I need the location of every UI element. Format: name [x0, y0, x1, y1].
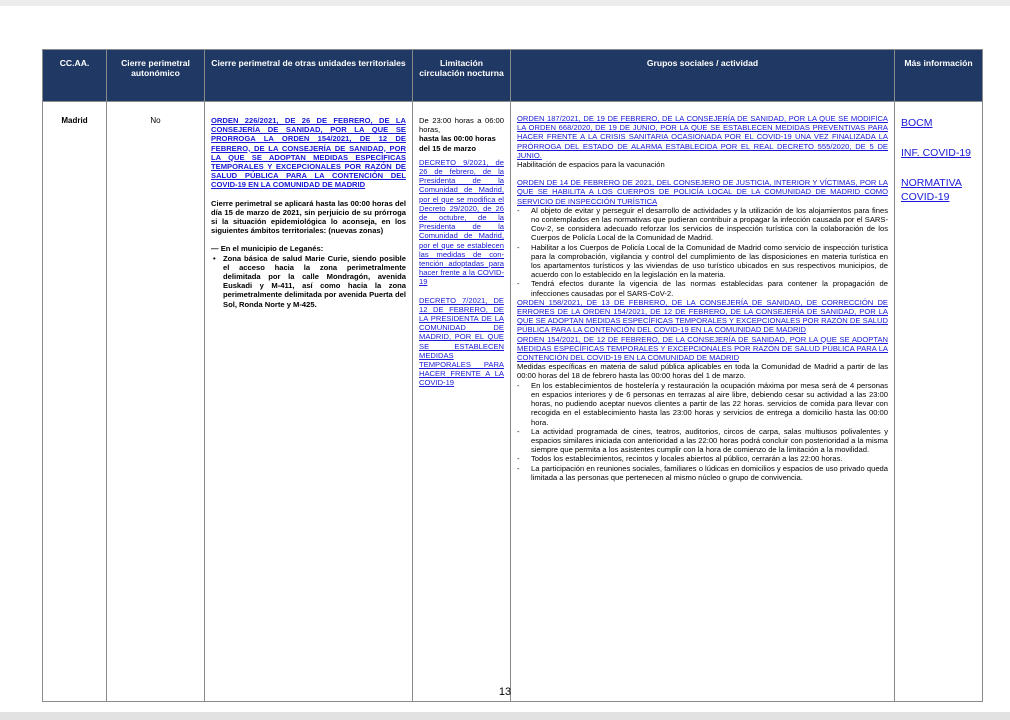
horario-text: De 23:00 horas a 06:00 horas, — [419, 116, 504, 135]
orden-154-link[interactable]: ORDEN 154/2021, DE 12 DE FEBRERO, DE LA CONSEJERÍA DE SANIDAD, POR LA QUE SE ADOPTAN MEDIDAS ESPECÍFICAS TEMPORALES Y EXCEPCIONALES POR RAZÓN DE SALUD PÚBLICA PARA LA CONTENCIÓN DEL COVID-19 EN LA COMUNIDAD DE MADRID — [517, 334, 888, 363]
cierre-perimetral-text: Cierre perimetral se aplicará hasta las 00:00 horas del día 15 de marzo de 2021, sin perjuicio de su prórroga si la situación epidemiológica lo aconseja, en los siguientes ámbitos territoriales: (nuevas zonas) — [211, 198, 406, 236]
header-limitacion: Limitación circulación nocturna — [413, 50, 511, 102]
cell-ccaa — [43, 102, 107, 702]
hasta-text: hasta las 00:00 horas del 15 de marzo — [419, 134, 496, 153]
header-row — [43, 50, 983, 102]
list-item: - La participación en reuniones sociales, familiares o lúdicas en domicilios y espacios de uso privado queda limitada a las personas que pertenecen al mismo núcleo o grupo de convivencia. — [517, 463, 888, 482]
bottom-border — [0, 712, 1010, 720]
ccaa-value: Madrid — [61, 116, 88, 125]
dash-icon: - — [517, 242, 520, 252]
list-item: - Al objeto de evitar y perseguir el desarrollo de actividades y la utilización de los alojamientos para fines no contemplados en las normativas que pudieran contribuir a propagar la infección causada por el SARS-Cov-2, se considera adecuado reforzar los servicios de inspección turística con la colaboración de los Cuerpos de Policía Local de la Comunidad de Madrid. — [517, 205, 888, 243]
header-ccaa: CC.AA. — [43, 50, 107, 102]
header-grupos: Grupos sociales / actividad — [511, 50, 895, 102]
header-cierre-otras: Cierre perimetral de otras unidades territoriales — [205, 50, 413, 102]
cell-limitacion — [413, 102, 511, 702]
dash-icon: - — [517, 426, 520, 436]
zona-text: Zona básica de salud Marie Curie, siendo posible el acceso hacia la zona perimetralmente delimitada por la calle Mondragón, avenida Euskadi y M-411, así como hacia la zona perimetralmente delimitada por avenida Puerta del Sol, Ronda Norte y M-425. — [223, 253, 406, 309]
orden-158-link[interactable]: ORDEN 158/2021, DE 13 DE FEBRERO, DE LA CONSEJERÍA DE SANIDAD, DE CORRECCIÓN DE ERRORES DE LA ORDEN 154/2021, DE 12 DE FEBRERO, DE LA CONSEJERÍA DE SANIDAD, POR LA QUE SE ADOPTAN MEDIDAS ESPECÍFICAS TEMPORALES Y EXCEPCIONALES POR RAZÓN DE SALUD PÚBLICA PARA LA CONTENCIÓN DEL COVID-19 EN LA COMUNIDAD DE MADRID — [517, 297, 888, 335]
cell-grupos — [511, 102, 895, 702]
list-item: - En los establecimientos de hostelería y restauración la ocupación máxima por mesa será de 4 personas en espacios interiores y de 6 personas en terrazas al aire libre, debiendo cesar su actividad a las 23:00 horas, no pudiendo aceptar nuevos clientes a partir de las 22 horas. servicios de comida para llevar con recogida en el establecimiento hasta las 23:00 horas y servicios de entrega a domicilio hasta las 00:00 hora. — [517, 380, 888, 427]
dash-icon: - — [517, 205, 520, 215]
decreto-7-link[interactable]: DECRETO 7/2021, DE 12 DE FEBRERO, DE LA PRESIDENTA DE LA COMUNIDAD DE MADRID, POR EL QUE SE ESTABLECEN MEDIDAS TEMPORALES PARA HACER FRENTE A LA COVID-19 — [419, 295, 504, 388]
habilitacion-text: Habilitación de espacios para la vacunación — [517, 160, 665, 170]
cell-cierre-autonomico — [107, 102, 205, 702]
orden-187-link[interactable]: ORDEN 187/2021, DE 19 DE FEBRERO, DE LA CONSEJERÍA DE SANIDAD, POR LA QUE SE MODIFICA LA ORDEN 668/2020, DE 19 DE JUNIO, POR LA QUE SE ESTABLECEN MEDIDAS PREVENTIVAS PARA HACER FRENTE A LA CRISIS SANITARIA OCASIONADA POR EL COVID-19 UNA VEZ FINALIZADA LA PRÓRROGA DEL ESTADO DE ALARMA ESTABLECIDA POR EL REAL DECRETO 555/2020, DE 5 DE JUNIO. — [517, 114, 888, 160]
orden-justicia-link[interactable]: ORDEN DE 14 DE FEBRERO DE 2021, DEL CONSEJERO DE JUSTICIA, INTERIOR Y VÍCTIMAS, POR LA QUE SE HABILITA A LOS CUERPOS DE POLICÍA LOCAL DE LA COMUNIDAD DE MADRID COMO SERVICIO DE INSPECCIÓN TURÍSTICA — [517, 178, 888, 206]
zona-item — [211, 254, 406, 309]
page-number: 13 — [498, 686, 512, 698]
dash-icon: - — [517, 279, 520, 289]
inf-covid-link[interactable]: INF. COVID-19 — [901, 147, 972, 159]
cierre-autonomico-value: No — [150, 116, 161, 125]
orden-226-link[interactable]: ORDEN 226/2021, DE 26 DE FEBRERO, DE LA CONSEJERÍA DE SANIDAD, POR LA QUE SE PRORROGA LA ORDEN 154/2021, DE 12 DE FEBRERO, DE LA CONSEJERÍA DE SANIDAD, POR LA QUE SE ADOPTAN MEDIDAS ESPECÍFICAS TEMPORALES Y EXCEPCIONALES POR RAZÓN DE SALUD PÚBLICA PARA LA CONTENCIÓN DEL COVID-19 EN LA COMUNIDAD DE MADRID — [211, 116, 406, 190]
list-item: - La actividad programada de cines, teatros, auditorios, circos de carpa, salas multiusos polivalentes y espacios similares iniciada con anterioridad a las 22:00 horas podrá concluir con posterioridad a la misma siempre que permita a los asistentes cumplir con la hora de comienzo de la limitación a la movilidad. — [517, 426, 888, 455]
header-cierre-autonomico: Cierre perimetral autonómico — [107, 50, 205, 102]
dash-icon: - — [517, 380, 520, 390]
bullet-icon: • — [213, 253, 216, 263]
cell-mas-info — [895, 102, 983, 702]
decreto-9-link[interactable]: DECRETO 9/2021, de 26 de febrero, de la Presidenta de la Comunidad de Madrid, por el que se modifica el Decreto 29/2020, de 26 de octubre, de la Presidenta de la Comunidad de Madrid, por el que se establecen las medidas de con-tención adoptadas para hacer frente a la COVID-19 — [419, 157, 504, 287]
list-item: - Todos los establecimientos, recintos y locales abiertos al público, cerrarán a las 22:00 horas. — [517, 454, 843, 464]
bocm-link[interactable]: BOCM — [901, 117, 933, 129]
normativa-covid-link[interactable]: NORMATIVA COVID-19 — [901, 177, 962, 203]
municipio-heading: — En el municipio de Leganés: — [211, 244, 324, 254]
header-mas-info: Más información — [895, 50, 983, 102]
medidas-intro: Medidas específicas en materia de salud pública aplicables en toda la Comunidad de Madrid a partir de las 00:00 horas del 18 de febrero hasta las 00:00 horas del 1 de marzo. — [517, 362, 888, 381]
cell-cierre-otras — [205, 102, 413, 702]
table-row — [43, 102, 983, 702]
dash-icon: - — [517, 454, 520, 464]
measures-table — [42, 49, 983, 702]
top-border — [0, 0, 1010, 6]
list-item: - Tendrá efectos durante la vigencia de las normas establecidas para contener la propagación de infecciones causadas por el SARS-CoV-2. — [517, 279, 888, 298]
dash-icon: - — [517, 463, 520, 473]
list-item: - Habilitar a los Cuerpos de Policía Local de la Comunidad de Madrid como servicio de inspección turística para la comprobación, vigilancia y control del cumplimiento de las disposiciones en materia turística en los apartamentos turísticos y las viviendas de uso turístico ubicados en sus respectivos municipios, de acuerdo con lo establecido en la legislación en la materia. — [517, 242, 888, 280]
